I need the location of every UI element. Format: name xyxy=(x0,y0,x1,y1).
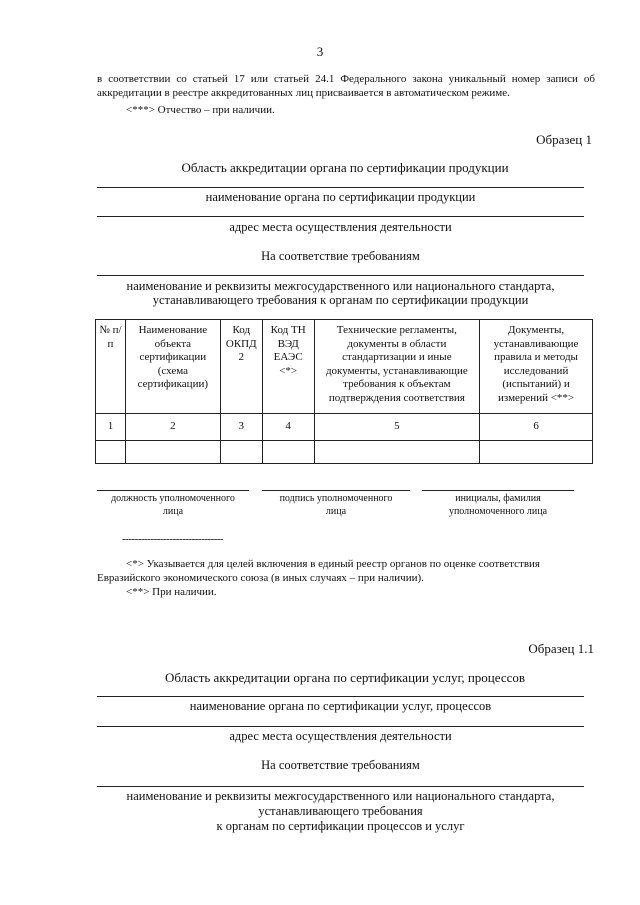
footnote-separator: -------------------------------- xyxy=(122,533,224,545)
footnote-1-line1: <*> Указывается для целей включения в единый реестр органов по оценке соответствия xyxy=(126,558,540,570)
organ-name-caption: наименование органа по сертификации продукции xyxy=(205,190,476,204)
services-standard-caption-line2: устанавливающего требования xyxy=(258,804,423,818)
header-object-name: Наименование объекта сертификации (схема сертификации) xyxy=(125,320,220,414)
services-address-caption: адрес места осуществления деятельности xyxy=(229,729,452,743)
header-tech-regulations: Технические регламенты, документы в области стандартизации и иные документы, устанавливающие требования к объектам подтверждения соответствия xyxy=(314,320,480,414)
blank-line-organ-name xyxy=(97,187,584,188)
standard-caption-line2: устанавливающего требования к органам по сертификации продукции xyxy=(152,293,529,307)
initials-caption-line1: инициалы, фамилия xyxy=(455,493,541,504)
header-tn-ved: Код ТН ВЭД ЕАЭС <*> xyxy=(262,320,314,414)
empty-cell xyxy=(314,441,480,464)
column-number-cell: 4 xyxy=(262,414,314,441)
footnote-2: <**> При наличии. xyxy=(126,586,217,598)
page-number: 3 xyxy=(316,44,324,59)
services-standard-caption-line1: наименование и реквизиты межгосударственного или национального стандарта, xyxy=(126,789,555,803)
signature-line xyxy=(262,490,410,491)
column-number-cell: 1 xyxy=(96,414,126,441)
header-methods-docs: Документы, устанавливающие правила и методы исследований (испытаний) и измерений <**> xyxy=(480,320,593,414)
services-organ-caption: наименование органа по сертификации услуг, процессов xyxy=(189,699,492,713)
position-line xyxy=(97,490,249,491)
column-number-cell: 3 xyxy=(220,414,262,441)
table-row xyxy=(96,441,593,464)
sample-1-label: Образец 1 xyxy=(536,132,592,147)
initials-line xyxy=(422,490,574,491)
blank-line-standard xyxy=(97,275,584,276)
footnote-patronymic: <***> Отчество – при наличии. xyxy=(126,104,275,116)
column-number-cell: 2 xyxy=(125,414,220,441)
empty-cell xyxy=(96,441,126,464)
header-okpd2: Код ОКПД 2 xyxy=(220,320,262,414)
empty-cell xyxy=(125,441,220,464)
position-caption-line1: должность уполномоченного xyxy=(111,493,235,504)
table-header-row xyxy=(96,320,593,414)
position-caption-line2: лица xyxy=(162,506,184,517)
standard-caption-line1: наименование и реквизиты межгосударственного или национального стандарта, xyxy=(126,279,555,293)
empty-cell xyxy=(480,441,593,464)
column-number-cell: 5 xyxy=(314,414,480,441)
sample-1-title: Область аккредитации органа по сертификации продукции xyxy=(181,160,509,175)
header-number: № п/п xyxy=(96,320,126,414)
column-number-cell: 6 xyxy=(480,414,593,441)
sample-1-1-title: Область аккредитации органа по сертификации услуг, процессов xyxy=(164,670,526,685)
initials-caption-line2: уполномоченного лица xyxy=(448,506,548,517)
blank-line-services-organ xyxy=(97,696,584,697)
empty-cell xyxy=(262,441,314,464)
compliance-heading: На соответствие требованиям xyxy=(261,249,420,263)
services-compliance-heading: На соответствие требованиям xyxy=(261,758,420,772)
accreditation-table xyxy=(95,319,593,464)
signature-caption-line2: лица xyxy=(325,506,347,517)
intro-paragraph: в соответствии со статьей 17 или статьей 24.1 Федерального закона уникальный номер записи об аккредитации в реестре аккредитованных лиц присваивается в автоматическом режиме. xyxy=(97,73,595,99)
address-caption: адрес места осуществления деятельности xyxy=(229,220,452,234)
blank-line-services-address xyxy=(97,726,584,727)
blank-line-services-standard xyxy=(97,786,584,787)
blank-line-address xyxy=(97,216,584,217)
table-row xyxy=(96,414,593,441)
signature-caption-line1: подпись уполномоченного xyxy=(279,493,393,504)
empty-cell xyxy=(220,441,262,464)
sample-1-1-label: Образец 1.1 xyxy=(528,641,594,656)
services-standard-caption-line3: к органам по сертификации процессов и услуг xyxy=(216,819,465,833)
footnote-1-line2: Евразийского экономического союза (в иных случаях – при наличии). xyxy=(97,572,424,584)
